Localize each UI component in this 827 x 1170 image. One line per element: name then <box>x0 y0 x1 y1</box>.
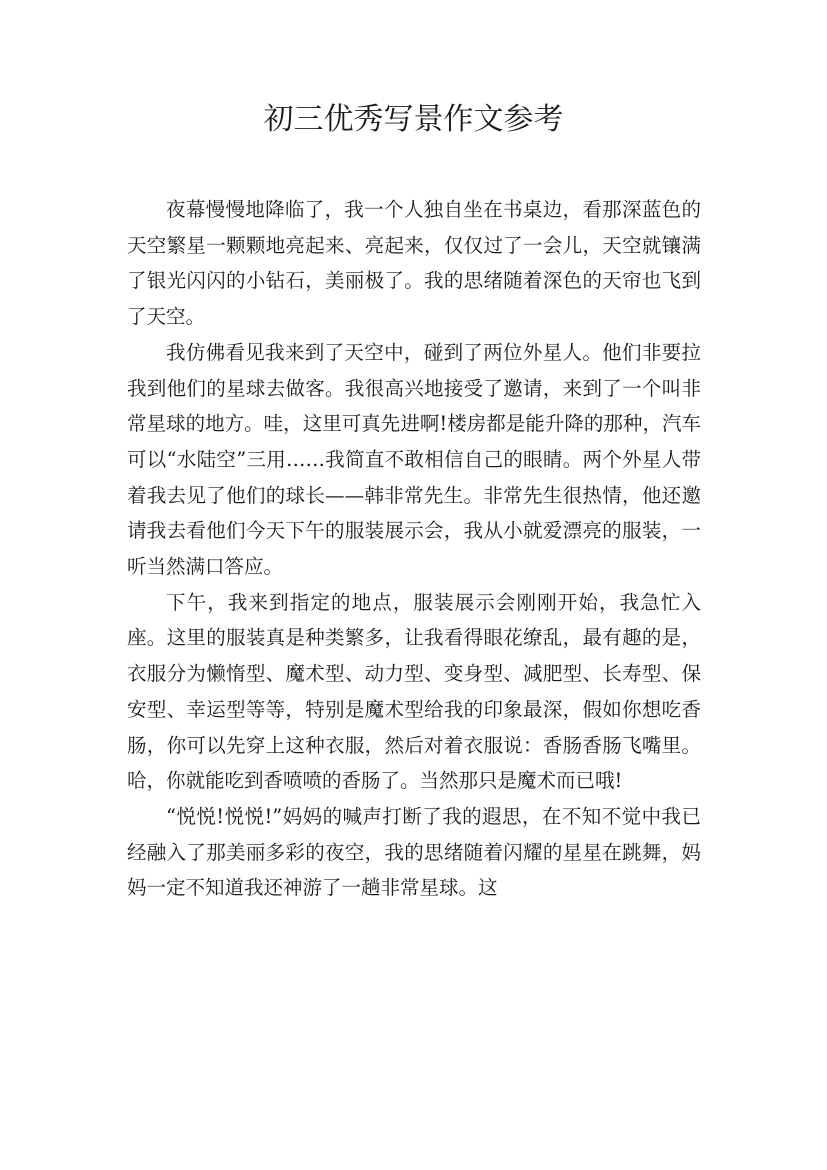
paragraph-4: “悦悦!悦悦!”妈妈的喊声打断了我的遐思，在不知不觉中我已经融入了那美丽多彩的夜空，我的思绪随着闪耀的星星在跳舞，妈妈一定不知道我还神游了一趟非常星球。这 <box>127 804 701 900</box>
paragraph-2: 我仿佛看见我来到了天空中，碰到了两位外星人。他们非要拉我到他们的星球去做客。我很高兴地接受了邀请，来到了一个叫非常星球的地方。哇，这里可真先进啊!楼房都是能升降的那种，汽车可以“水陆空”三用……我简直不敢相信自己的眼睛。两个外星人带着我去见了他们的球长——韩非常先生。非常先生很热情，他还邀请我去看他们今天下午的服装展示会，我从小就爱漂亮的服装，一听当然满口答应。 <box>127 340 701 579</box>
paragraph-1: 夜幕慢慢地降临了，我一个人独自坐在书桌边，看那深蓝色的天空繁星一颗颗地亮起来、亮起来，仅仅过了一会儿，天空就镶满了银光闪闪的小钻石，美丽极了。我的思绪随着深色的天帘也飞到了天空。 <box>127 198 701 329</box>
document-body <box>127 192 701 906</box>
paragraph-3: 下午，我来到指定的地点，服装展示会刚刚开始，我急忙入座。这里的服装真是种类繁多，让我看得眼花缭乱，最有趣的是，衣服分为懒惰型、魔术型、动力型、变身型、减肥型、长寿型、保安型、幸运型等等，特别是魔术型给我的印象最深，假如你想吃香肠，你可以先穿上这种衣服，然后对着衣服说：香肠香肠飞嘴里。哈，你就能吃到香喷喷的香肠了。当然那只是魔术而已哦! <box>127 590 701 793</box>
document-title: 初三优秀写景作文参考 <box>263 102 564 137</box>
